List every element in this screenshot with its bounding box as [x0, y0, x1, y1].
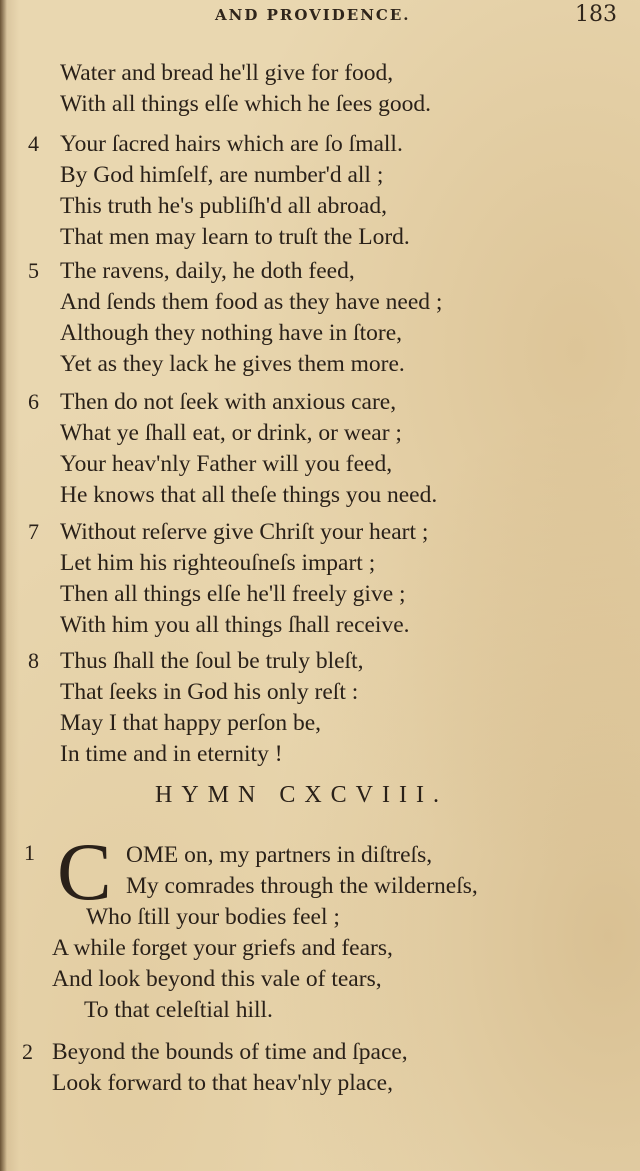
poem-line: With him you all things ſhall receive.: [60, 612, 410, 638]
poem-line: Although they nothing have in ſtore,: [60, 320, 403, 346]
poem-line: My comrades through the wilderneſs,: [126, 873, 478, 899]
poem-line: Your ſacred hairs which are ſo ſmall.: [60, 131, 403, 157]
poem-line: To that celeſtial hill.: [84, 997, 273, 1023]
poem-line: This truth he's publiſh'd all abroad,: [60, 193, 387, 219]
verse-number: 4: [28, 131, 39, 156]
verse-number: 7: [28, 519, 39, 544]
poem-line: He knows that all theſe things you need.: [60, 482, 438, 508]
verse-number: 8: [28, 648, 39, 673]
poem-line: Thus ſhall the ſoul be truly bleſt,: [60, 648, 364, 674]
poem-line: Then all things elſe he'll freely give ;: [60, 581, 406, 607]
poem-line: Your heav'nly Father will you feed,: [60, 451, 393, 477]
poem-line: Without reſerve give Chriſt your heart ;: [60, 519, 429, 545]
poem-line: The ravens, daily, he doth feed,: [60, 258, 355, 284]
verse-number: 1: [24, 840, 35, 865]
page-gutter-shadow: [0, 0, 7, 1171]
drop-cap: C: [57, 826, 112, 917]
verse-number: 6: [28, 389, 39, 414]
poem-line: By God himſelf, are number'd all ;: [60, 162, 384, 188]
poem-line: Who ſtill your bodies feel ;: [86, 904, 340, 930]
poem-line: A while forget your griefs and fears,: [52, 935, 393, 961]
poem-line: That men may learn to truſt the Lord.: [60, 224, 410, 250]
running-head: AND PROVIDENCE.: [215, 6, 411, 24]
poem-line: Water and bread he'll give for food,: [60, 60, 394, 86]
poem-line: Beyond the bounds of time and ſpace,: [52, 1039, 408, 1065]
poem-line: With all things elſe which he ſees good.: [60, 91, 432, 117]
poem-line: And look beyond this vale of tears,: [52, 966, 382, 992]
poem-line: And ſends them food as they have need ;: [60, 289, 443, 315]
hymn-title: HYMN CXCVIII.: [155, 782, 448, 808]
poem-line: Look forward to that heav'nly place,: [52, 1070, 393, 1096]
poem-line: May I that happy perſon be,: [60, 710, 322, 736]
poem-line: OME on, my partners in diſtreſs,: [126, 842, 433, 868]
poem-line: That ſeeks in God his only reſt :: [60, 679, 359, 705]
poem-line: Yet as they lack he gives them more.: [60, 351, 405, 377]
verse-number: 5: [28, 258, 39, 283]
page-number: 183: [575, 2, 617, 27]
poem-line: What ye ſhall eat, or drink, or wear ;: [60, 420, 402, 446]
poem-line: Then do not ſeek with anxious care,: [60, 389, 397, 415]
poem-line: In time and in eternity !: [60, 741, 283, 767]
verse-number: 2: [22, 1039, 33, 1064]
poem-line: Let him his righteouſneſs impart ;: [60, 550, 376, 576]
